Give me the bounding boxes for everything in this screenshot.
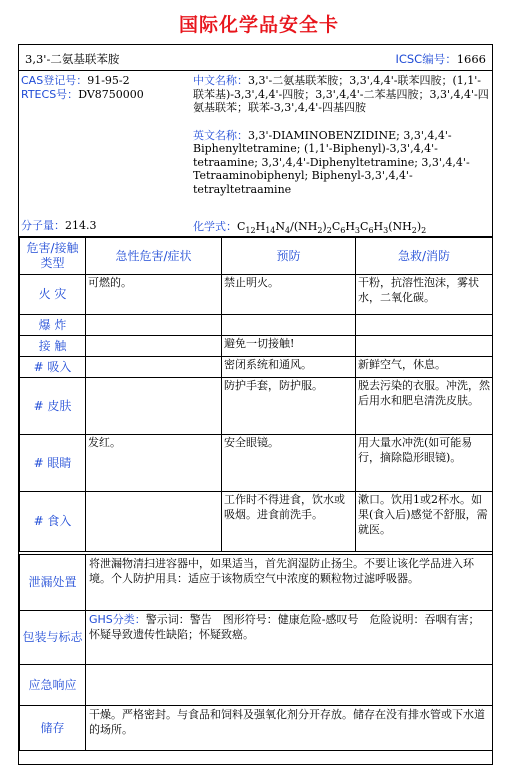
molecular-weight: 分子量：214.3 [21, 218, 97, 232]
table-row: # 吸入 密闭系统和通风。 新鲜空气，休息。 [20, 357, 493, 378]
chemical-formula: 化学式：$C_{12}H_{14}N_4/(NH_2)_2C_6H_3C_6H_3(NH_2)_2$ [193, 220, 427, 236]
col-header-type: 危害/接触类型 [20, 238, 86, 275]
registry-numbers [21, 74, 186, 101]
table-row: 火 灾 可燃的。 禁止明火。 干粉，抗溶性泡沫，雾状水，二氧化碳。 [20, 275, 493, 315]
rtecs-number: RTECS号：DV8750000 [21, 87, 144, 101]
table-row: 接 触 避免一切接触! [20, 336, 493, 357]
storage-row: 储存 干燥。严格密封。与食品和饲料及强氧化剂分开存放。储存在没有排水管或下水道的场所。 [20, 706, 493, 751]
col-header-hazard: 急性危害/症状 [86, 238, 222, 275]
safety-card [18, 44, 493, 765]
spill-row: 泄漏处置 将泄漏物清扫进容器中，如果适当，首先润湿防止扬尘。不要让该化学品进入环境。个人防护用具：适应于该物质空气中浓度的颗粒物过滤呼吸器。 [20, 555, 493, 611]
table-row: # 皮肤 防护手套，防护服。 脱去污染的衣服。冲洗，然后用水和肥皂清洗皮肤。 [20, 378, 493, 435]
table-row: 爆 炸 [20, 315, 493, 336]
identity-block [19, 71, 492, 237]
chemical-name: 3,3'-二氨基联苯胺 [25, 52, 120, 66]
icsc-number: ICSC编号：1666 [395, 52, 486, 66]
table-row: # 眼睛 发红。 安全眼镜。 用大量水冲洗(如可能易行，摘除隐形眼镜)。 [20, 435, 493, 492]
col-header-aid: 急救/消防 [356, 238, 493, 275]
table-header-row [20, 238, 493, 275]
hazard-table [19, 237, 493, 751]
chinese-name: 中文名称：3,3'-二氨基联苯胺；3,3',4,4'-联苯四胺；(1,1'-联苯基)-3,3',4,4'-四胺；3,3',4,4'-二苯基四胺；3,3',4,4'-四氨基联苯；联苯-3,3',4,4'-四基四胺 [193, 74, 489, 114]
packaging-row: 包装与标志 GHS分类：警示词：警告 图形符号：健康危险-感叹号 危险说明：吞咽有害；怀疑导致遗传性缺陷；怀疑致癌。 [20, 611, 493, 665]
english-name: 英文名称：3,3'-DIAMINOBENZIDINE; 3,3',4,4'-Biphenyltetramine; (1,1'-Biphenyl)-3,3',4,4'-tetraamine; 3,3',4,4'-Diphenyltetramine; 3,3',4,4'-Tetraaminobiphenyl; Biphenyl-3,3',4,4'-tetrayltetraamine [193, 128, 470, 196]
card-title: 国际化学品安全卡 [178, 14, 339, 36]
formula-value: $C_{12}H_{14}N_4/(NH_2)_2C_6H_3C_6H_3(NH_2)_2$ [237, 220, 427, 236]
names-block [193, 74, 489, 236]
emergency-row: 应急响应 [20, 665, 493, 706]
card-header [19, 45, 492, 71]
col-header-prevention: 预防 [222, 238, 356, 275]
table-row: # 食入 工作时不得进食，饮水或吸烟。进食前洗手。 漱口。饮用1或2杯水。如果(食入后)感觉不舒服，需就医。 [20, 492, 493, 552]
cas-number: CAS登记号：91-95-2 [21, 74, 130, 87]
